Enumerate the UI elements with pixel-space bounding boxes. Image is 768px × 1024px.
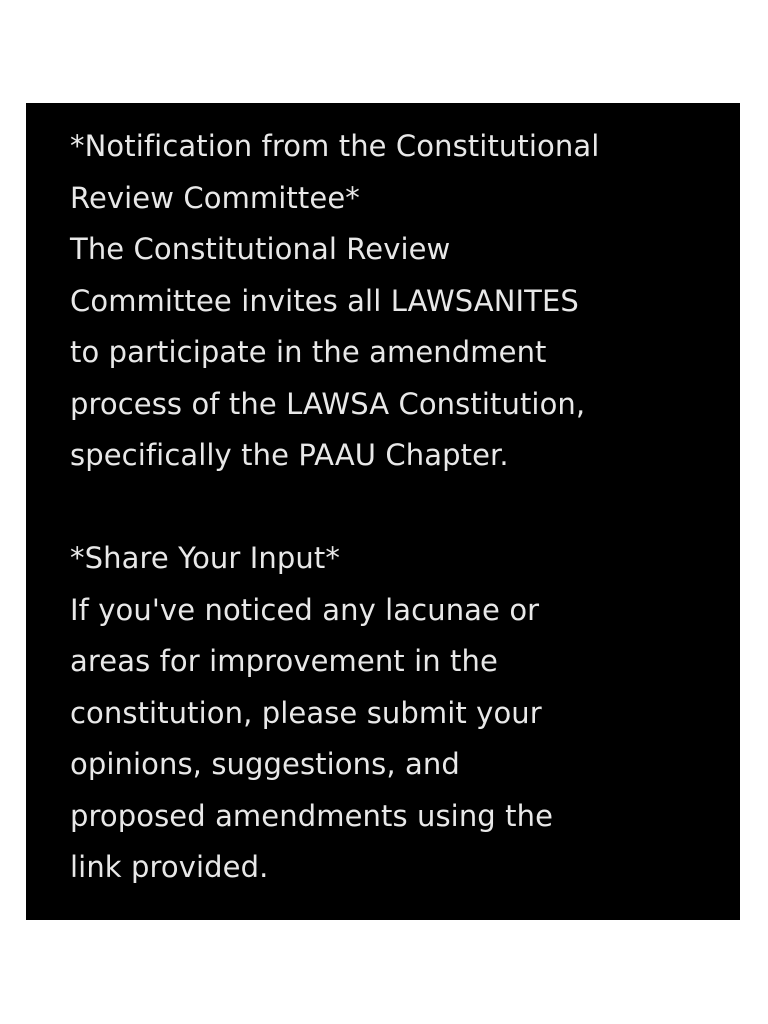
notice-heading-line: Review Committee* xyxy=(70,180,360,215)
notice-body-line: The Constitutional Review xyxy=(70,232,451,266)
notice-heading-line: *Notification from the Constitutional xyxy=(70,129,600,163)
notice-body-line: constitution, please submit your xyxy=(70,695,542,730)
notice-body-line: to participate in the amendment xyxy=(70,335,547,369)
notice-body-line: Committee invites all LAWSANITES xyxy=(70,283,579,318)
paragraph-spacer xyxy=(70,482,704,534)
notice-body-line: areas for improvement in the xyxy=(70,644,498,678)
notice-body-line: opinions, suggestions, and xyxy=(70,747,460,781)
notice-body-line: If you've noticed any lacunae or xyxy=(70,592,540,627)
notice-heading-line: *Share Your Input* xyxy=(70,541,340,575)
notice-section-share-input xyxy=(70,533,704,894)
notice-body-line: proposed amendments using the xyxy=(70,798,554,833)
notice-card xyxy=(26,103,740,920)
notice-body-line: process of the LAWSA Constitution, xyxy=(70,386,586,421)
notice-body-line: specifically the PAAU Chapter. xyxy=(70,438,509,472)
notice-section-notification xyxy=(70,121,704,482)
notice-body-line: link provided. xyxy=(70,850,269,884)
